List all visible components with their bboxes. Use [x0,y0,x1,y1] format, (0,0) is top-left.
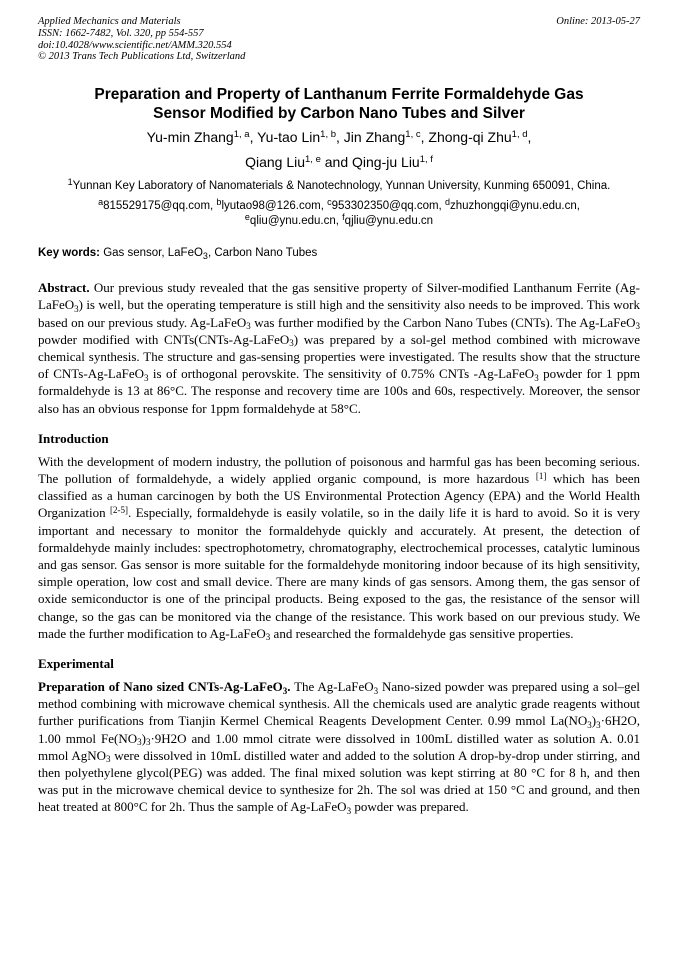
abstract-text: Our previous study revealed that the gas sensitive property of Silver-modified Lanthanum Ferrite (Ag-LaFeO$_3$) is well, but the operating temperature is still high and the sensitivity also needs to be improved. This work based on our previous study. Ag-LaFeO$_3$ was further modified by the Carbon Nano Tubes (CNTs). The Ag-LaFeO$_3$ powder modified with CNTs(CNTs-Ag-LaFeO$_3$) was prepared by a sol-gel method combined with microwave chemical synthesis. The structure and gas-sensing properties were investigated. The results show that the structure of CNTs-Ag-LaFeO$_3$ is of orthogonal perovskite. The sensitivity of 0.75% CNTs -Ag-LaFeO$_3$ powder for 1 ppm formaldehyde is 13 at 86°C. The response and recovery time are 100s and 60s, respectively. Moreover, the sensor also has an obvious response for 1ppm formaldehyde at 58°C. [38,280,641,416]
journal-header [38,16,640,63]
section-heading-experimental: Experimental [38,656,114,672]
author-emails-line: $^e$qliu@ynu.edu.cn, $^f$qjliu@ynu.edu.cn [244,211,434,228]
abstract-label: Abstract. [38,280,90,296]
author-emails-line: $^a$815529175@qq.com, $^b$lyutao98@126.com, $^c$953302350@qq.com, $^d$zhuzhongqi@ynu.edu.cn, [98,196,580,213]
paper-title [38,85,640,123]
author-emails [38,196,640,229]
experimental-paragraph [38,678,640,816]
paper-title-line: Sensor Modified by Carbon Nano Tubes and Silver [153,105,525,123]
authors [38,125,640,175]
paper-title-line: Preparation and Property of Lanthanum Ferrite Formaldehyde Gas [94,86,584,104]
authors-line: Qiang Liu$^{1, e}$ and Qing-ju Liu$^{1, f}$ [245,153,433,171]
keywords-line [38,246,640,261]
preparation-subheading: Preparation of Nano sized CNTs-Ag-LaFeO$_3$. [38,679,291,696]
experimental-text: The Ag-LaFeO$_3$ Nano-sized powder was prepared using a sol–gel method combining with microwave chemical synthesis. All the chemicals used are analytic grade reagents without further purifications from Tianjin Kermel Chemical Reagents Development Center. 0.99 mmol $La(NO_3)_3\cdot 6H2O$, 1.00 mmol $Fe(NO_3)_3\cdot 9H2O$ and 1.00 mmol citrate were dissolved in 100mL distilled water as solution A. 0.01 mmol AgNO$_3$ were dissolved in 10mL distilled water and added to the solution A drop-by-drop under stirring, and then polyethylene glycol(PEG) was added. The final mixed solution was kept stirring at 80 °C for 8 h, and then was put in the microwave chemical device to synthesize for 2h. The sol was dried at 150 °C and ground, and then heat treated at 800°C for 2h. Thus the sample of Ag-LaFeO$_3$ powder was prepared. [38,679,640,816]
authors-line: Yu-min Zhang$^{1, a}$, Yu-tao Lin$^{1, b}$, Jin Zhang$^{1, c}$, Zhong-qi Zhu$^{1, d}$, [146,128,532,146]
issn-volume-line: ISSN: 1662-7482, Vol. 320, pp 554-557 [38,27,204,39]
abstract-paragraph [38,279,640,417]
copyright-line: © 2013 Trans Tech Publications Ltd, Switzerland [38,51,246,63]
introduction-paragraph: With the development of modern industry, the pollution of poisonous and harmful gas has been becoming serious. The pollution of formaldehyde, a widely applied organic compound, is more hazardous [1] which has been classified as a human carcinogen by both the US Environmental Protection Agency (EPA) and the World Health Organization [2-5]. Especially, formaldehyde is easily volatile, so in the daily life it is hard to avoid. So it is very important and necessary to monitor the formaldehyde quickly and accurately. At present, the detection of formaldehyde mainly includes: spectrophotometry, chromatography, electrochemical processes, catalytic luminous and gas sensor. Gas sensor is more suitable for the formaldehyde monitoring indoor because of its high sensitivity, simple operation, low cost and small device. There are many kinds of gas sensors. Among them, the gas sensor of oxide semiconductor is one of the principal products. Being exposed to the gas, the resistance of the sensor will change, so the gas can be monitored via the change of the resistance. This work based on our previous study. We made the further modification to Ag-LaFeO$_3$ and researched the formaldehyde gas sensitive properties. [38,453,640,643]
journal-header-left [38,16,245,63]
keywords-text: Gas sensor, LaFeO$_3$, Carbon Nano Tubes [103,247,318,261]
affiliation: $^1$Yunnan Key Laboratory of Nanomaterials & Nanotechnology, Yunnan University, Kunming 650091, China. [67,176,611,193]
keywords-label: Key words: [38,247,100,260]
online-date: Online: 2013-05-27 [556,16,640,27]
doi-line: doi:10.4028/www.scientific.net/AMM.320.554 [38,39,232,51]
section-heading-introduction: Introduction [38,430,109,446]
journal-name: Applied Mechanics and Materials [38,16,181,27]
